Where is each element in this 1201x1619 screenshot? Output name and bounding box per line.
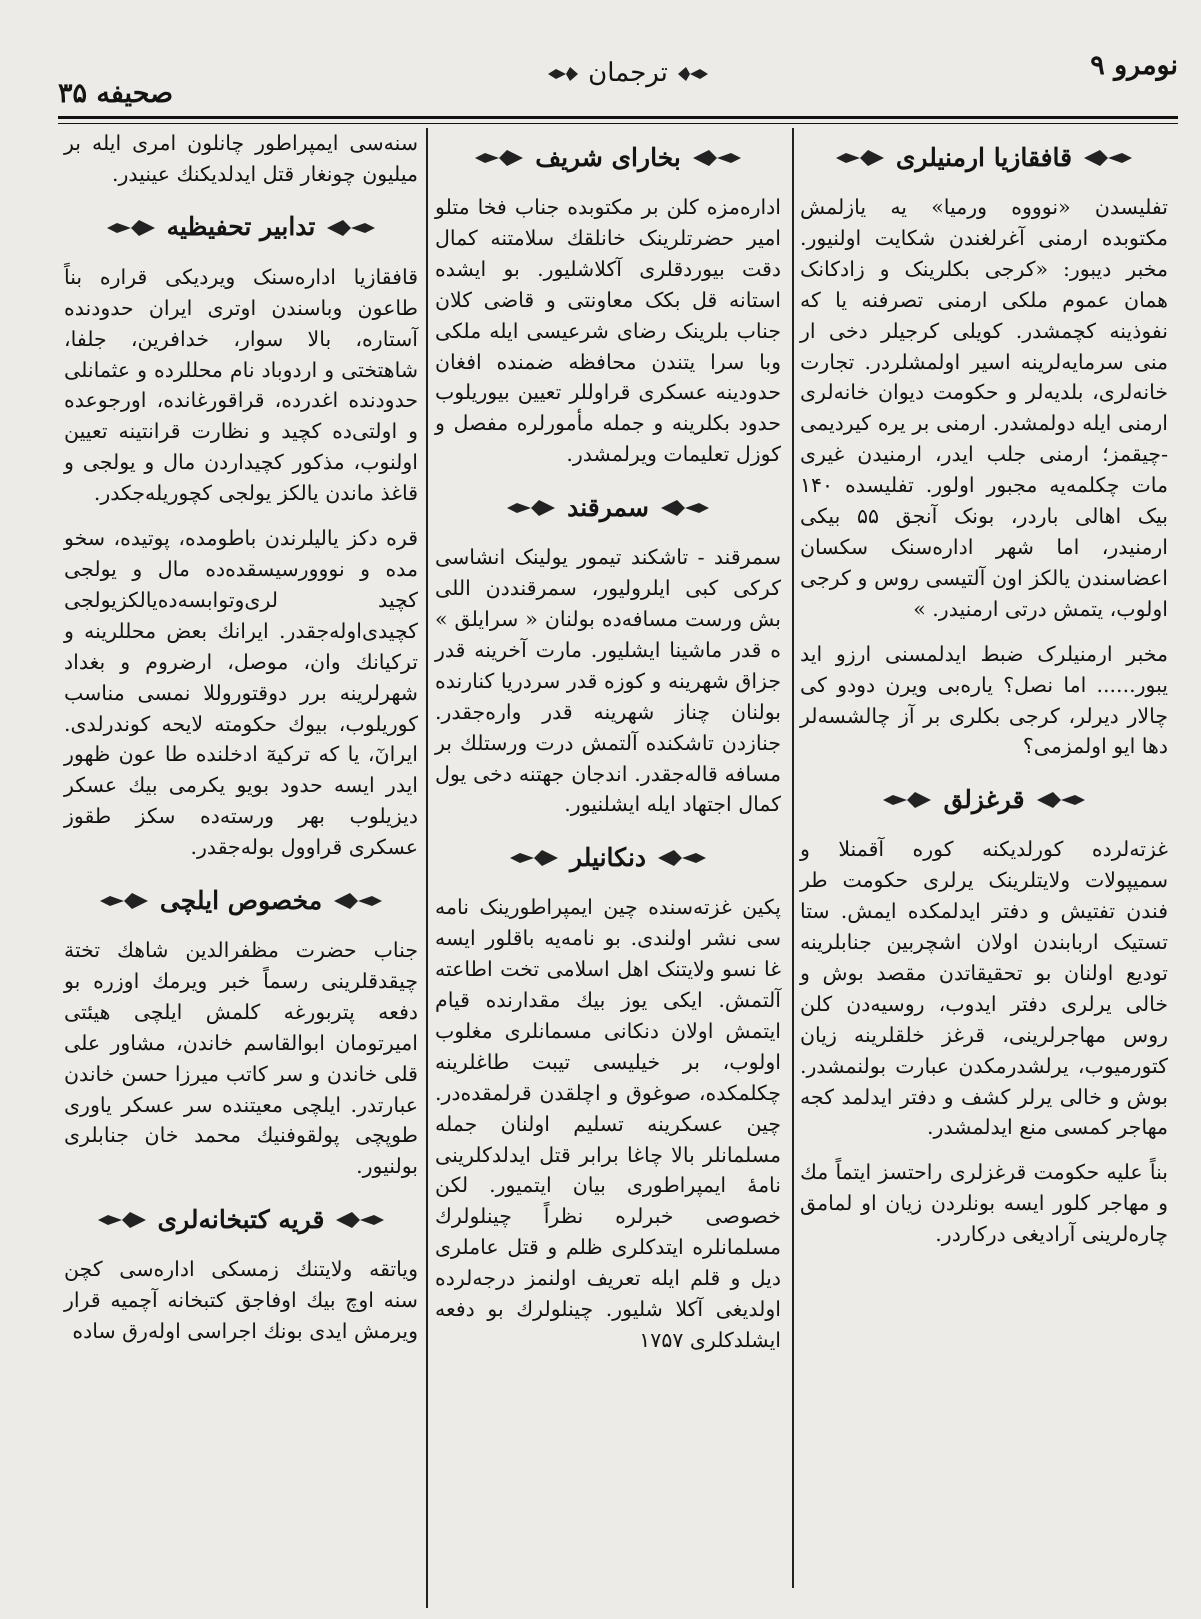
ornament-icon <box>508 847 560 869</box>
section-heading <box>435 134 781 182</box>
section-heading <box>800 776 1168 824</box>
heading-text: مخصوص ایلچی <box>159 885 323 915</box>
column-divider <box>792 128 794 1588</box>
paragraph: مخبر ارمنیلرک ضبط ایدلمسنی ارزو اید یبور...... اما نصل؟ یاره‌بی ویرن دودو کی چالار دیرلر، کرجی بکلری بر آز چالشسه‌لر دها ایو اولمزمی؟ <box>800 641 1168 759</box>
heading-text: تدابیر تحفیظیه <box>166 212 316 242</box>
column-left <box>64 128 418 1609</box>
paragraph: ویاتقه ولایتنك زمسکی اداره‌سی کچن سنه اوچ بیك اوفاجق کتبخانه آچمیه قرار ویرمش ایدی بونك اجراسی اوله‌رق ساده <box>64 1257 418 1344</box>
heading-text: قرغزلق <box>943 784 1025 814</box>
section-heading <box>64 877 418 925</box>
section-heading <box>435 484 781 532</box>
ornament-icon <box>96 1209 148 1231</box>
ornament-icon <box>473 147 525 169</box>
ornament-icon <box>105 217 157 239</box>
ornament-icon <box>505 497 557 519</box>
paragraph: اداره‌مزه کلن بر مکتوبده جناب فخا متلو امیر حضرتلرینک خانلقك سلامتنه کمال دقت بیوردقلری آکلاشلیور. بو ایشده استانه قل بکک معاونتی و قاضی کلان جناب بلرینک رضای شرعیسی ایله ملکی وبا سرا یتندن محافظه ضمنده افغان حدودینه عسکری قراوللر تعیین بیوریلوب حدود بکلرینه و جمله مأمورلره مفصل و کوزل تعلیمات ویرلمشدر. <box>435 195 781 467</box>
ornament-icon <box>325 217 377 239</box>
heading-text: بخارای شریف <box>535 142 681 172</box>
paragraph: پکین غزته‌سنده چین ایمپراطورینک نامه‌ سی نشر اولندی. بو نامه‌یه باقلور ایسه غا نسو ولایتنک اهل اسلامی تخت اطاعته آلتمش. ایکی یوز بیك مقدارنده قیام ایتمش اولان دنکانی مسمانلری مغلوب اولوب، بر خیلیسی تیبت طاغلرینه چکلمکده، صوغوق و اچلقدن قرلمقده‌در. چین عسکرینه تسلیم اولنان جمله مسلمانلر بالا چاغا برابر قتل ایدلدکلرینی نامهٔ ایمپراطوری بیان ایتمیور. لکن خصوصی خبرلره نظراً چینلولرك مسلمانلره ایتدکلری ظلم و قتل عاملری دیل و قلم ایله تعریف اولنمز درجه‌لرده اولدیغی آکلا شلیور. چینلولرك بو دفعه ایشلدکلری ۱۷۵۷ <box>435 895 781 1352</box>
heading-text: دنکانیلر <box>569 842 647 872</box>
page-number: صحیفه ۳۵ <box>58 78 174 109</box>
paragraph: قافقازیا اداره‌سنک ویردیکی قراره بناً طاعون وباسندن اوتری ایران حدودنده آستاره، بالا سوار، خدافرین، جلفا، شاهتختی و اردوباد نام محللرده و عثمانلی حدودنده اغدرده، قراقورغانده، اورجوعده و اولتی‌ده کچید و نظارت قرانتینه تعیین اولنوب، مذکور کچیداردن مال و یولجی و قاغذ ماندن یالکز یولجی کچوریله‌جکدر. <box>64 264 418 506</box>
ornament-icon <box>334 1209 386 1231</box>
ornament-icon <box>881 789 933 811</box>
ornament-icon <box>659 497 711 519</box>
paragraph: جناب حضرت مظفرالدین شاهك تختة چیقدقلرینی رسماً خبر ویرمك اوزره بو دفعه پتربورغه کلمش ایلچی هیئتی امیرتومان ابوالقاسم خاندن، مشاور علی قلی خاندن و سر کاتب میرزا حسن خاندن عبارتدر. ایلچی معیتنده سر عسکر یاوری طوپچی پولقوفنیك محمد خان جنابلری بولنیور. <box>64 938 418 1179</box>
ornament-icon <box>1082 147 1134 169</box>
section-heading <box>800 134 1168 182</box>
paragraph: غزته‌لرده کورلدیکنه کوره آقمنلا و سمیپولات ولایتلرینک یرلری حکومت طر فندن تفتیش و دفتر ایدلمکده ایمش. ستا تستیک اربابندن اولان اشچربین جنابلرینه تودیع اولنان بو تحقیقاتدن مقصد بوش و خالی یرلری دفتر ایدوب، روسیه‌دن کلن روس مهاجرلرینی، قرغز خلقلرینه زیان کتورمیوب، یرلشدرمکدن عبارت بولنمشدر. بوش و خالی یرلر کشف و دفتر ایدلمد کجه مهاجر کمسی منع ایدلمشدر. <box>800 837 1168 1140</box>
column-right <box>800 128 1168 1609</box>
ornament-icon <box>546 65 580 83</box>
section-heading <box>64 1196 418 1244</box>
ornament-icon <box>676 65 710 83</box>
paragraph: سمرقند - تاشکند تیمور یولینک انشاسی کرکی کبی ایلرولیور، سمرقنددن اللی بش ورست مسافه‌ده بولنان « سرایلق » ه قدر ماشینا ایشلیور. مارت آخرینه قدر جزاق شهرینه و کوزه قدر سردریا کنارنده بولنان چناز شهرینه قدر واره‌جقدر. جنازدن تاشکنده آلتمش درت ورستلك بر مسافه قاله‌جقدر. اندجان جهتنه دخی یول کمال اجتهاد ایله ایشلنیور. <box>435 545 781 817</box>
page-header <box>58 38 1178 108</box>
section-heading <box>64 204 418 252</box>
issue-number: نومرو ۹ <box>1090 50 1178 81</box>
masthead-title-text: ترجمان <box>588 58 668 88</box>
paragraph: سنه‌سی ایمپراطور چانلون امری ایله بر میلیون چونغار قتل ایدلدیکنك عینیدر. <box>64 131 418 186</box>
paragraph: تفلیسدن «نوووه ورمیا» یه یازلمش مکتوبده ارمنی آغرلغندن شکایت اولنیور. مخبر دیبور: «کرجی بکلرینک و زادکانک همان عموم ملکی ارمنی تصرفنه یا که نفوذینه کچمشدر. کویلی کرجیلر دخی ار منی سرمایه‌لرینه اسیر اولمشلردر. تجارت خانه‌لری، بلدیه‌لر و حکومت دیوان خانه‌لری ارمنی ایله دولمشدر. ارمنی بر یره کیردیمی -چیقمز؛ ارمنی جلب ایدر، ارمنیدن غیری مات چکلمه‌یه مجبور اولور. تفلیسده ۱۴۰ بیک اهالی باردر، بونک آنجق ۵۵ بیکی ارمنیدر، اما شهر اداره‌سنک سکسان اعضاسندن یالکز اون آلتیسی روس و کرجی اولوب، یتمش درتی ارمنیدر. » <box>800 195 1168 621</box>
column-divider <box>426 128 428 1608</box>
masthead-title <box>528 58 728 88</box>
paragraph: بناً علیه حکومت قرغزلری راحتسز ایتماً مك و مهاجر کلور ایسه بونلردن زیان او لمامق چاره‌لرینی آرادیغی درکاردر. <box>800 1160 1168 1247</box>
heading-text: قریه کتبخانه‌لری <box>157 1204 325 1234</box>
ornament-icon <box>98 890 150 912</box>
column-middle <box>435 128 781 1609</box>
heading-text: قافقازیا ارمنیلری <box>895 142 1073 172</box>
heading-text: سمرقند <box>567 492 649 522</box>
header-rule <box>58 116 1178 124</box>
paragraph: قره دکز یالیلرندن باطومده، پوتیده، سخو مده و نووورسیسقده‌ده مال و یولجی کچید لری‌وتوابسه‌ده‌یالکزیولجی کچیدی‌اوله‌جقدر. ایرانك بعض محللرینه و ترکیانك وان، موصل، ارضروم و بغداد شهرلرینه برر دوقتور‌وللا نمسی مناسب کوریلوب، بیوك حکومته لایحه کوندرلدی. ایرانٓ، یا که ترکیه‌ٓ ادخلنده طا عون ظهور ایدر ایسه حدود بویو یکرمی بیك عسکر دیزیلوب بهر ورسته‌ده سکز طقوز عسکری قراوول بوله‌جقدر. <box>64 526 418 860</box>
ornament-icon <box>656 847 708 869</box>
section-heading <box>435 834 781 882</box>
ornament-icon <box>834 147 886 169</box>
ornament-icon <box>691 147 743 169</box>
ornament-icon <box>1035 789 1087 811</box>
ornament-icon <box>332 890 384 912</box>
